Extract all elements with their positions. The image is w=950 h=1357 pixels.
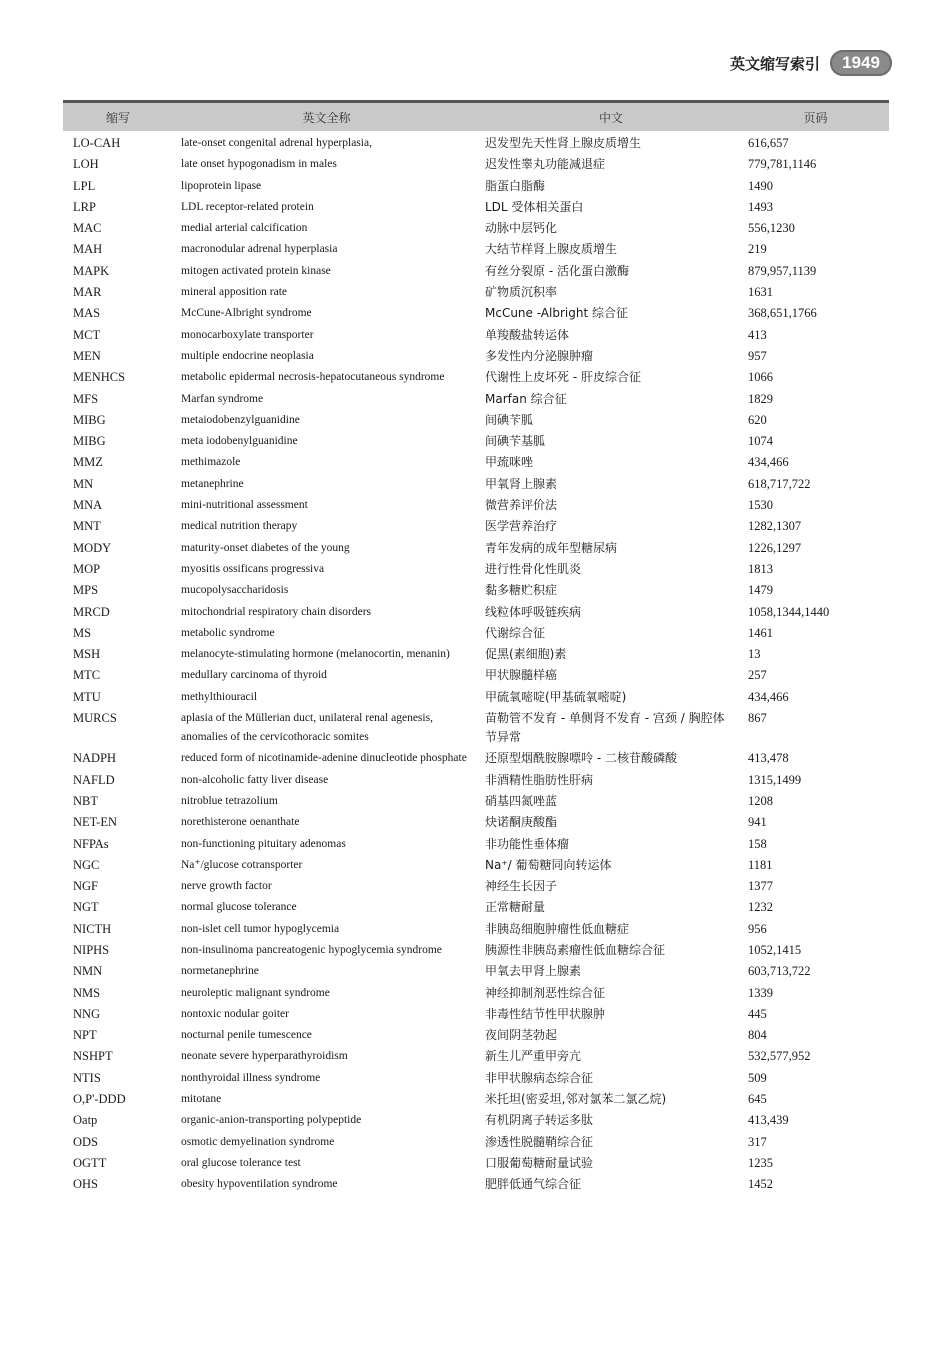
- chinese-term-cell: 代谢性上皮坏死 - 肝皮综合征: [485, 370, 641, 385]
- abbreviation-cell: NFPAs: [73, 836, 109, 851]
- page-numbers-cell: 804: [748, 1028, 767, 1043]
- chinese-term-cell: 大结节样肾上腺皮质增生: [485, 242, 618, 257]
- chinese-term-cell: 肥胖低通气综合征: [485, 1177, 582, 1192]
- abbreviation-cell: NTIS: [73, 1070, 101, 1085]
- english-term-cell: Marfan syndrome: [181, 392, 264, 405]
- chinese-term-cell: 渗透性脱髓鞘综合征: [485, 1134, 594, 1149]
- table-row: [63, 603, 889, 622]
- page-numbers-cell: 1235: [748, 1155, 773, 1170]
- chinese-term-cell: 有机阴离子转运多肽: [485, 1113, 594, 1128]
- english-term-cell: reduced form of nicotinamide-adenine dinucleotide phosphate: [181, 752, 467, 765]
- abbreviation-cell: O,P'-DDD: [73, 1092, 126, 1107]
- abbreviation-cell: MNT: [73, 519, 101, 534]
- chinese-term-cell: 微营养评价法: [485, 498, 558, 513]
- page-numbers-cell: 618,717,722: [748, 476, 811, 491]
- abbreviation-cell: MIBG: [73, 412, 106, 427]
- page-numbers-cell: 1339: [748, 985, 773, 1000]
- table-row: [63, 198, 889, 217]
- chinese-term-cell: 非毒性结节性甲状腺肿: [485, 1006, 606, 1021]
- page-header: [730, 50, 892, 76]
- abbreviation-cell: MTU: [73, 689, 101, 704]
- page-numbers-cell: 219: [748, 242, 767, 257]
- english-term-cell: McCune-Albright syndrome: [181, 307, 312, 320]
- table-row: [63, 240, 889, 259]
- abbreviation-cell: NGC: [73, 857, 100, 872]
- table-row: [63, 432, 889, 451]
- english-term-cell: lipoprotein lipase: [181, 179, 262, 192]
- table-row: [63, 517, 889, 536]
- chinese-term-cell: 线粒体呼吸链疾病: [485, 604, 582, 619]
- table-row: [63, 1133, 889, 1152]
- abbreviation-cell: NADPH: [73, 751, 117, 766]
- english-term-cell: aplasia of the Müllerian duct, unilateral renal agenesis, anomalies of the cervicothoracic somites: [181, 712, 433, 744]
- chinese-term-cell: 神经抑制剂恶性综合征: [485, 985, 606, 1000]
- table-row: [63, 1154, 889, 1173]
- english-term-cell: mitogen activated protein kinase: [181, 264, 331, 277]
- page-numbers-cell: 1058,1344,1440: [748, 604, 830, 619]
- table-row: [63, 304, 889, 323]
- table-header: [63, 100, 889, 131]
- section-title: 英文缩写索引: [729, 54, 820, 73]
- chinese-term-cell: 新生儿严重甲旁亢: [485, 1049, 582, 1064]
- english-term-cell: methylthiouracil: [181, 690, 258, 703]
- page-numbers-cell: 779,781,1146: [748, 157, 817, 172]
- chinese-term-cell: 苗勒管不发育 - 单侧肾不发育 - 宫颈 / 胸腔体节异常: [485, 711, 725, 745]
- english-term-cell: non-alcoholic fatty liver disease: [181, 773, 329, 786]
- abbreviation-cell: NAFLD: [73, 772, 115, 787]
- abbreviation-cell: LOH: [73, 157, 99, 172]
- chinese-term-cell: 非酒精性脂肪性肝病: [485, 772, 594, 787]
- abbreviation-table: [63, 100, 889, 1197]
- page-numbers-cell: 1461: [748, 625, 773, 640]
- page-numbers-cell: 603,713,722: [748, 964, 811, 979]
- english-term-cell: normetanephrine: [181, 965, 259, 978]
- chinese-term-cell: 非甲状腺病态综合征: [485, 1070, 594, 1085]
- abbreviation-cell: MAR: [73, 285, 102, 300]
- abbreviation-cell: MTC: [73, 668, 101, 683]
- abbreviation-cell: NSHPT: [73, 1049, 113, 1064]
- chinese-term-cell: 正常糖耐量: [485, 900, 546, 915]
- column-header-pages: 页码: [803, 110, 828, 125]
- chinese-term-cell: 迟发性睾丸功能减退症: [485, 157, 606, 172]
- chinese-term-cell: 迟发型先天性肾上腺皮质增生: [485, 136, 642, 150]
- page-number-badge: 1949: [830, 50, 892, 76]
- table-row: [63, 1175, 889, 1194]
- page-numbers-cell: 413,439: [748, 1113, 789, 1128]
- page-numbers-cell: 1232: [748, 900, 773, 915]
- table-row: [63, 1026, 889, 1045]
- abbreviation-cell: MFS: [73, 391, 99, 406]
- table-row: [63, 411, 889, 430]
- english-term-cell: meta iodobenylguanidine: [181, 435, 298, 448]
- page-numbers-cell: 1452: [748, 1177, 773, 1192]
- abbreviation-cell: LO-CAH: [73, 136, 121, 150]
- page-numbers-cell: 1490: [748, 178, 773, 193]
- english-term-cell: myositis ossificans progressiva: [181, 562, 325, 575]
- table-row: [63, 1111, 889, 1130]
- chinese-term-cell: McCune -Albright 综合征: [485, 306, 628, 321]
- table-row: [63, 155, 889, 174]
- english-term-cell: nocturnal penile tumescence: [181, 1029, 312, 1042]
- page-numbers-cell: 317: [748, 1134, 767, 1149]
- chinese-term-cell: 单羧酸盐转运体: [485, 327, 570, 342]
- abbreviation-cell: MEN: [73, 348, 101, 363]
- abbreviation-cell: MURCS: [73, 711, 117, 726]
- page-numbers-cell: 645: [748, 1092, 767, 1107]
- english-term-cell: mitotane: [181, 1093, 222, 1106]
- chinese-term-cell: 炔诺酮庚酸酯: [485, 815, 558, 830]
- table-row: [63, 496, 889, 515]
- page-numbers-cell: 13: [748, 647, 761, 662]
- page-numbers-cell: 1479: [748, 583, 773, 598]
- abbreviation-cell: ODS: [73, 1134, 99, 1149]
- english-term-cell: nerve growth factor: [181, 880, 272, 893]
- english-term-cell: normal glucose tolerance: [181, 901, 297, 914]
- chinese-term-cell: 甲状腺髓样癌: [485, 668, 558, 683]
- english-term-cell: monocarboxylate transporter: [181, 328, 314, 341]
- abbreviation-cell: NET-EN: [73, 815, 117, 830]
- abbreviation-cell: MIBG: [73, 434, 106, 449]
- page-numbers-cell: 368,651,1766: [748, 306, 817, 321]
- table-row: [63, 688, 889, 707]
- page-numbers-cell: 1377: [748, 879, 773, 894]
- english-term-cell: non-islet cell tumor hypoglycemia: [181, 922, 340, 935]
- english-term-cell: norethisterone oenanthate: [181, 816, 300, 829]
- abbreviation-cell: MENHCS: [73, 370, 126, 385]
- abbreviation-cell: MS: [73, 625, 92, 640]
- chinese-term-cell: 脂蛋白脂酶: [485, 178, 546, 193]
- page-numbers-cell: 434,466: [748, 689, 789, 704]
- chinese-term-cell: 代谢综合征: [485, 625, 546, 640]
- english-term-cell: metaiodobenzylguanidine: [181, 413, 300, 426]
- chinese-term-cell: 矿物质沉积率: [485, 285, 558, 300]
- abbreviation-cell: NNG: [73, 1006, 101, 1021]
- page-numbers-cell: 879,957,1139: [748, 263, 817, 278]
- table-row: [63, 347, 889, 366]
- table-row: [63, 792, 889, 811]
- page-numbers-cell: 957: [748, 348, 767, 363]
- page-numbers-cell: 1315,1499: [748, 772, 802, 787]
- chinese-term-cell: 青年发病的成年型糖尿病: [485, 540, 618, 555]
- page-numbers-cell: 532,577,952: [748, 1049, 811, 1064]
- english-term-cell: LDL receptor-related protein: [181, 200, 314, 213]
- table-row: [63, 835, 889, 854]
- table-row: [63, 666, 889, 685]
- table-row: [63, 856, 889, 875]
- chinese-term-cell: 神经生长因子: [485, 879, 558, 894]
- chinese-term-cell: 医学营养治疗: [485, 519, 558, 534]
- chinese-term-cell: 胰源性非胰岛素瘤性低血糖综合征: [485, 942, 666, 957]
- page-numbers-cell: 1074: [748, 434, 773, 449]
- english-term-cell: multiple endocrine neoplasia: [181, 349, 314, 362]
- page-numbers-cell: 956: [748, 921, 767, 936]
- page-numbers-cell: 616,657: [748, 136, 789, 150]
- abbreviation-cell: NIPHS: [73, 942, 110, 957]
- english-term-cell: late-onset congenital adrenal hyperplasia,: [181, 137, 372, 149]
- english-term-cell: neonate severe hyperparathyroidism: [181, 1050, 348, 1063]
- english-term-cell: mini-nutritional assessment: [181, 499, 308, 512]
- abbreviation-cell: NICTH: [73, 921, 112, 936]
- page-numbers-cell: 1181: [748, 857, 773, 872]
- table-row: [63, 709, 889, 747]
- table-row: [63, 475, 889, 494]
- abbreviation-cell: Oatp: [73, 1113, 98, 1128]
- page-numbers-cell: 941: [748, 815, 767, 830]
- chinese-term-cell: 米托坦(密妥坦,邻对氯苯二氯乙烷): [485, 1092, 667, 1107]
- chinese-term-cell: 黏多糖贮积症: [485, 583, 558, 598]
- table-row: [63, 326, 889, 345]
- page-numbers-cell: 158: [748, 836, 767, 851]
- page-numbers-cell: 1052,1415: [748, 942, 802, 957]
- page-numbers-cell: 620: [748, 412, 767, 427]
- chinese-term-cell: 进行性骨化性肌炎: [485, 561, 582, 576]
- page-numbers-cell: 1226,1297: [748, 540, 802, 555]
- abbreviation-cell: OHS: [73, 1177, 99, 1192]
- english-term-cell: maturity-onset diabetes of the young: [181, 541, 350, 554]
- english-term-cell: medullary carcinoma of thyroid: [181, 669, 327, 682]
- table-row: [63, 262, 889, 281]
- table-row: [63, 920, 889, 939]
- table-row: [63, 560, 889, 579]
- chinese-term-cell: 有丝分裂原 - 活化蛋白激酶: [485, 263, 629, 278]
- abbreviation-cell: NMN: [73, 964, 103, 979]
- abbreviation-cell: MOP: [73, 561, 101, 576]
- chinese-term-cell: 还原型烟酰胺腺嘌呤 - 二核苷酸磷酸: [485, 751, 677, 766]
- english-term-cell: metabolic epidermal necrosis-hepatocutaneous syndrome: [181, 371, 445, 384]
- table-row: [63, 1047, 889, 1066]
- column-header-chinese: 中文: [598, 110, 623, 125]
- table-row: [63, 219, 889, 238]
- chinese-term-cell: 硝基四氮唑蓝: [485, 793, 558, 808]
- chinese-term-cell: 口服葡萄糖耐量试验: [485, 1155, 594, 1170]
- table-row: [63, 368, 889, 387]
- english-term-cell: nontoxic nodular goiter: [181, 1007, 289, 1020]
- abbreviation-cell: MN: [73, 476, 94, 491]
- table-row: [63, 283, 889, 302]
- chinese-term-cell: 甲氧肾上腺素: [485, 476, 558, 491]
- english-term-cell: non-insulinoma pancreatogenic hypoglycemia syndrome: [181, 943, 442, 956]
- english-term-cell: organic-anion-transporting polypeptide: [181, 1114, 362, 1127]
- abbreviation-cell: MRCD: [73, 604, 110, 619]
- table-body: [63, 131, 889, 1194]
- chinese-term-cell: 非功能性垂体瘤: [485, 836, 570, 851]
- table-row: [63, 453, 889, 472]
- english-term-cell: osmotic demyelination syndrome: [181, 1135, 335, 1148]
- table-row: [63, 134, 889, 153]
- chinese-term-cell: 非胰岛细胞肿瘤性低血糖症: [485, 921, 630, 936]
- table-row: [63, 962, 889, 981]
- column-header-abbr: 缩写: [105, 110, 130, 125]
- chinese-term-cell: 促黑(素细胞)素: [485, 647, 567, 662]
- page-numbers-cell: 1530: [748, 498, 773, 513]
- english-term-cell: mineral apposition rate: [181, 286, 288, 299]
- table-row: [63, 1069, 889, 1088]
- page-numbers-cell: 1066: [748, 370, 773, 385]
- abbreviation-cell: NGF: [73, 879, 99, 894]
- abbreviation-cell: OGTT: [73, 1155, 107, 1170]
- abbreviation-cell: MSH: [73, 647, 101, 662]
- english-term-cell: metabolic syndrome: [181, 626, 275, 639]
- abbreviation-cell: LPL: [73, 178, 96, 193]
- abbreviation-cell: MAH: [73, 242, 103, 257]
- chinese-term-cell: 间碘苄基胍: [485, 434, 546, 449]
- page-numbers-cell: 1631: [748, 285, 773, 300]
- chinese-term-cell: LDL 受体相关蛋白: [485, 199, 584, 214]
- english-term-cell: nonthyroidal illness syndrome: [181, 1071, 321, 1084]
- table-row: [63, 645, 889, 664]
- table-row: [63, 1005, 889, 1024]
- page-numbers-cell: 257: [748, 668, 767, 683]
- english-term-cell: non-functioning pituitary adenomas: [181, 837, 346, 850]
- english-term-cell: macronodular adrenal hyperplasia: [181, 243, 338, 256]
- table-row: [63, 749, 889, 768]
- table-row: [63, 984, 889, 1003]
- chinese-term-cell: 夜间阴茎勃起: [485, 1028, 558, 1043]
- english-term-cell: metanephrine: [181, 477, 244, 490]
- page-numbers-cell: 1813: [748, 561, 773, 576]
- chinese-term-cell: Marfan 综合征: [485, 391, 567, 406]
- column-header-english: 英文全称: [302, 110, 351, 125]
- table-row: [63, 877, 889, 896]
- abbreviation-cell: MMZ: [73, 455, 103, 470]
- english-term-cell: nitroblue tetrazolium: [181, 794, 278, 807]
- page-numbers-cell: 1282,1307: [748, 519, 802, 534]
- chinese-term-cell: 间碘苄胍: [485, 412, 534, 427]
- table-row: [63, 898, 889, 917]
- table-row: [63, 1090, 889, 1109]
- table-row: [63, 390, 889, 409]
- english-term-cell: melanocyte-stimulating hormone (melanocortin, menanin): [181, 648, 450, 661]
- table-row: [63, 177, 889, 196]
- table-row: [63, 624, 889, 643]
- english-term-cell: neuroleptic malignant syndrome: [181, 986, 330, 999]
- table-row: [63, 771, 889, 790]
- abbreviation-cell: NGT: [73, 900, 99, 915]
- page-numbers-cell: 1208: [748, 793, 773, 808]
- chinese-term-cell: 甲硫氧嘧啶(甲基硫氧嘧啶): [485, 689, 627, 704]
- abbreviation-cell: MAC: [73, 221, 102, 236]
- english-term-cell: medial arterial calcification: [181, 222, 308, 235]
- page-numbers-cell: 445: [748, 1006, 767, 1021]
- abbreviation-cell: MAPK: [73, 263, 110, 278]
- page-numbers-cell: 509: [748, 1070, 767, 1085]
- abbreviation-cell: MNA: [73, 498, 103, 513]
- abbreviation-cell: MPS: [73, 583, 99, 598]
- chinese-term-cell: 甲氧去甲肾上腺素: [485, 964, 582, 979]
- abbreviation-cell: NPT: [73, 1028, 97, 1043]
- table-row: [63, 539, 889, 558]
- english-term-cell: mucopolysaccharidosis: [181, 584, 289, 597]
- page-numbers-cell: 413: [748, 327, 767, 342]
- chinese-term-cell: 多发性内分泌腺肿瘤: [485, 348, 594, 363]
- page-numbers-cell: 867: [748, 711, 767, 726]
- table-row: [63, 581, 889, 600]
- abbreviation-cell: LRP: [73, 199, 96, 214]
- abbreviation-cell: MCT: [73, 327, 101, 342]
- chinese-term-cell: 动脉中层钙化: [485, 221, 558, 236]
- abbreviation-cell: NBT: [73, 793, 98, 808]
- table-row: [63, 941, 889, 960]
- abbreviation-cell: MODY: [73, 540, 112, 555]
- abbreviation-cell: NMS: [73, 985, 101, 1000]
- page-numbers-cell: 1493: [748, 199, 773, 214]
- english-term-cell: Na⁺/glucose cotransporter: [181, 858, 303, 871]
- english-term-cell: obesity hypoventilation syndrome: [181, 1178, 338, 1191]
- chinese-term-cell: 甲巯咪唑: [485, 455, 534, 470]
- page-numbers-cell: 434,466: [748, 455, 789, 470]
- page-numbers-cell: 1829: [748, 391, 773, 406]
- english-term-cell: medical nutrition therapy: [181, 520, 298, 533]
- page-numbers-cell: 413,478: [748, 751, 789, 766]
- english-term-cell: methimazole: [181, 456, 241, 469]
- english-term-cell: mitochondrial respiratory chain disorders: [181, 605, 372, 618]
- chinese-term-cell: Na⁺/ 葡萄糖同向转运体: [485, 857, 612, 872]
- english-term-cell: oral glucose tolerance test: [181, 1156, 301, 1169]
- abbreviation-cell: MAS: [73, 306, 101, 321]
- table-row: [63, 813, 889, 832]
- page-numbers-cell: 556,1230: [748, 221, 795, 236]
- english-term-cell: late onset hypogonadism in males: [181, 158, 337, 171]
